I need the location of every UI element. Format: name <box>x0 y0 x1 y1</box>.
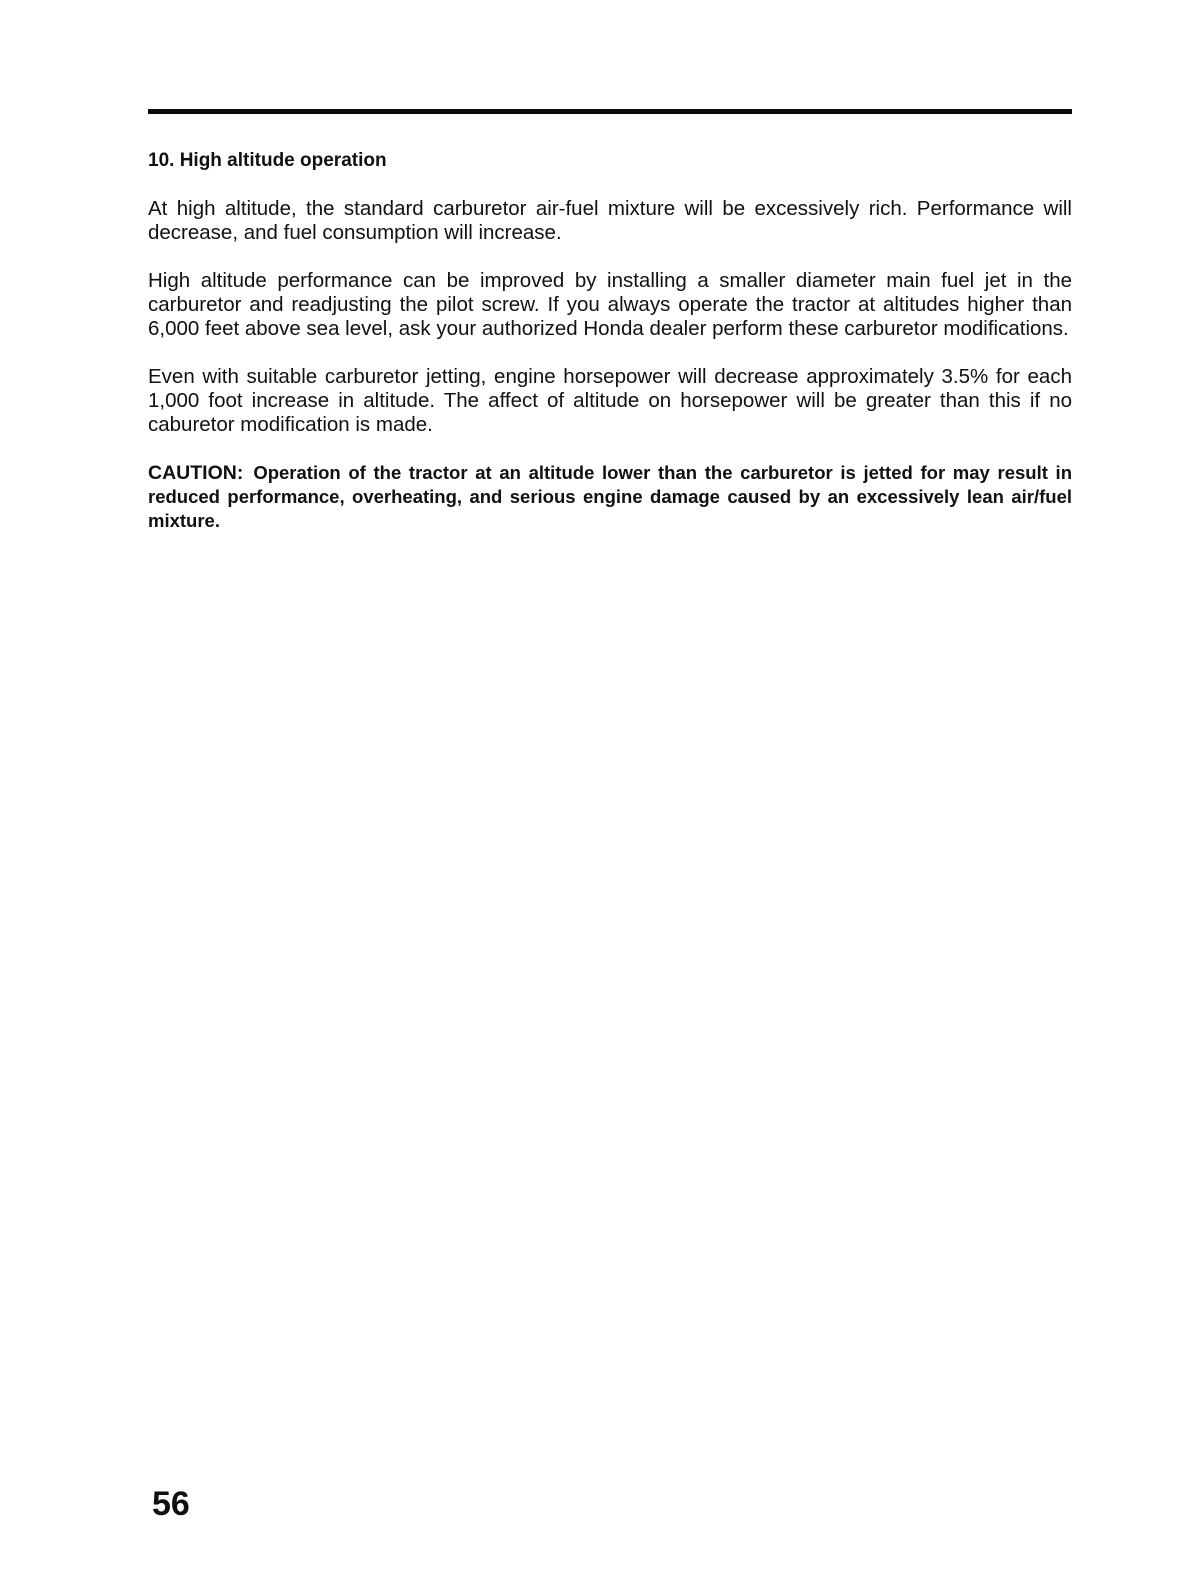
caution-label: CAUTION: <box>148 462 244 484</box>
page-number: 56 <box>152 1485 190 1523</box>
page-content <box>148 149 1072 533</box>
paragraph-jet-modification: High altitude performance can be improved by installing a smaller diameter main fuel jet in the carburetor and readjusting the pilot screw. If you always operate the tractor at altitudes higher than 6,000 feet above sea level, ask your authorized Honda dealer perform these carburetor modifications. <box>148 269 1072 340</box>
section-heading: 10. High altitude operation <box>148 150 387 171</box>
caution-notice <box>148 461 1072 533</box>
paragraph-rich-mixture: At high altitude, the standard carburetor air-fuel mixture will be excessively rich. Performance will decrease, and fuel consumption will increase. <box>148 197 1072 244</box>
top-rule <box>148 109 1072 114</box>
caution-text: Operation of the tractor at an altitude lower than the carburetor is jetted for may result in reduced performance, overheating, and serious engine damage caused by an excessively lean air/fuel mixture. <box>148 462 1072 531</box>
paragraph-horsepower-loss: Even with suitable carburetor jetting, engine horsepower will decrease approximately 3.5% for each 1,000 foot increase in altitude. The affect of altitude on horsepower will be greater than this if no caburetor modification is made. <box>148 365 1072 436</box>
